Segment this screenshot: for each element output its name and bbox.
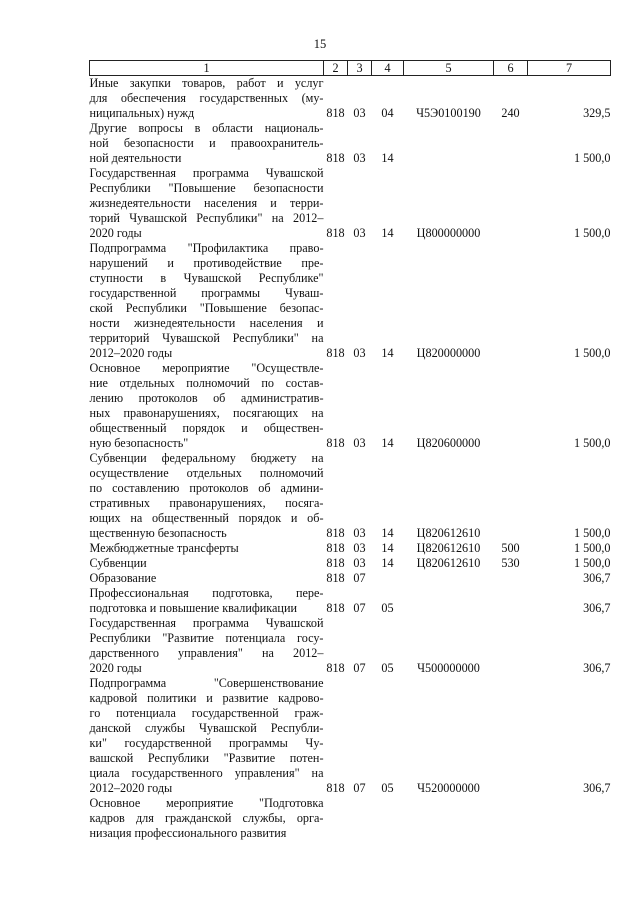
target-article-cell: Ч520000000 [417,781,480,795]
item-name-line: щественную безопасность [89,526,227,540]
section-code-cell: 07 [353,781,366,795]
target-article-cell [404,796,494,841]
item-name-line: Государственная программа Чувашской [89,166,324,180]
item-name-line: Профессиональная подготовка, пере- [89,586,324,600]
item-name-line: данской службы Чувашской Республи- [89,721,324,735]
ministry-code-cell: 818 [326,526,345,540]
ministry-code-cell: 818 [326,601,345,615]
amount-cell: 306,7 [583,571,611,585]
item-name-line: циала государственного управления" на [89,766,324,780]
expense-type-cell [494,676,528,796]
item-name-line: ниципальных) нужд [89,106,195,120]
item-name-cell [90,241,324,361]
item-name-line: Субвенции [89,556,147,570]
item-name-line: ние отдельных полномочий по состав- [89,376,324,390]
section-code-cell: 03 [353,346,366,360]
item-name-line: Республики "Повышение безопасности [89,181,324,195]
subsection-code-cell: 14 [381,556,394,570]
item-name-cell [90,571,324,586]
amount-cell: 1 500,0 [573,226,611,240]
amount-cell: 306,7 [583,781,611,795]
subsection-code-cell [372,796,404,841]
item-name-cell [90,586,324,616]
expense-type-cell [494,166,528,241]
amount-cell: 306,7 [583,661,611,675]
table-row [90,166,611,241]
item-name-line: 2012–2020 годы [89,346,173,360]
item-name-line: 2020 годы [89,226,142,240]
target-article-cell: Ц820612610 [416,541,481,555]
item-name-cell [90,796,324,841]
item-name-line: Образование [89,571,157,585]
section-code-cell [348,796,372,841]
column-header: 5 [404,61,494,76]
ministry-code-cell: 818 [326,781,345,795]
item-name-cell [90,76,324,122]
item-name-cell [90,616,324,676]
ministry-code-cell [324,796,348,841]
subsection-code-cell: 14 [381,226,394,240]
ministry-code-cell: 818 [326,661,345,675]
item-name-line: Межбюджетные трансферты [89,541,239,555]
amount-cell: 1 500,0 [573,556,611,570]
expense-type-cell [494,451,528,541]
item-name-line: Подпрограмма "Совершенствование [89,676,324,690]
item-name-line: Основное мероприятие "Подготовка [89,796,324,810]
item-name-line: го потенциала государственной граж- [89,706,324,720]
expense-type-cell: 500 [501,541,520,555]
budget-table [89,60,611,841]
ministry-code-cell: 818 [326,346,345,360]
item-name-line: жизнедеятельности населения и терри- [89,196,324,210]
expense-type-cell [494,796,528,841]
table-body [90,76,611,842]
section-code-cell: 03 [353,541,366,555]
subsection-code-cell: 14 [381,541,394,555]
item-name-cell [90,556,324,571]
ministry-code-cell: 818 [326,151,345,165]
item-name-line: ной безопасности и правоохранитель- [89,136,324,150]
ministry-code-cell: 818 [326,436,345,450]
table-row [90,796,611,841]
ministry-code-cell: 818 [326,541,345,555]
table-row [90,616,611,676]
subsection-code-cell: 05 [381,601,394,615]
page-number: 15 [313,37,327,51]
table-row [90,571,611,586]
subsection-code-cell: 14 [381,526,394,540]
column-header: 7 [528,61,611,76]
expense-type-cell [494,616,528,676]
expense-type-cell [494,241,528,361]
ministry-code-cell: 818 [326,571,345,585]
section-code-cell: 07 [353,661,366,675]
target-article-cell [404,571,494,586]
target-article-cell: Ц820000000 [416,346,481,360]
item-name-line: 2012–2020 годы [89,781,173,795]
table-row [90,586,611,616]
amount-cell: 1 500,0 [573,151,611,165]
column-header: 1 [90,61,324,76]
ministry-code-cell: 818 [326,556,345,570]
item-name-line: подготовка и повышение квалификации [89,601,297,615]
target-article-cell: Ц820600000 [416,436,481,450]
item-name-line: лению протоколов об административ- [89,391,324,405]
subsection-code-cell: 14 [381,151,394,165]
column-header: 2 [324,61,348,76]
item-name-line: ступности в Чувашской Республике" [89,271,324,285]
table-row [90,556,611,571]
subsection-code-cell: 14 [381,436,394,450]
table-row [90,451,611,541]
item-name-line: ской Республики "Повышение безопас- [89,301,324,315]
target-article-cell: Ч500000000 [417,661,480,675]
item-name-line: ную безопасность" [89,436,189,450]
table-row [90,121,611,166]
section-code-cell: 03 [353,556,366,570]
target-article-cell: Ц800000000 [416,226,481,240]
item-name-line: низация профессионального развития [89,826,287,840]
expense-type-cell: 530 [501,556,520,570]
ministry-code-cell: 818 [326,226,345,240]
subsection-code-cell: 14 [381,346,394,360]
item-name-line: стративных правонарушениях, посяга- [89,496,324,510]
section-code-cell: 03 [353,526,366,540]
table-row [90,361,611,451]
item-name-line: Основное мероприятие "Осуществле- [89,361,324,375]
item-name-line: общественный порядок и обществен- [89,421,324,435]
amount-cell: 1 500,0 [573,526,611,540]
expense-type-cell [494,361,528,451]
item-name-line: ных правонарушениях, посягающих на [89,406,324,420]
item-name-line: Республики "Развитие потенциала госу- [89,631,324,645]
target-article-cell [404,121,494,166]
amount-cell: 1 500,0 [573,346,611,360]
subsection-code-cell: 04 [381,106,394,120]
table-row [90,241,611,361]
table-row [90,676,611,796]
section-code-cell: 03 [353,106,366,120]
item-name-line: ющих на общественный порядок и об- [89,511,324,525]
item-name-line: по составлению протоколов об админи- [89,481,324,495]
table-row [90,76,611,122]
section-code-cell: 03 [353,436,366,450]
item-name-line: территорий Чувашской Республики" на [89,331,324,345]
item-name-cell [90,166,324,241]
expense-type-cell [494,121,528,166]
item-name-cell [90,451,324,541]
amount-cell: 329,5 [583,106,611,120]
section-code-cell: 07 [353,571,366,585]
item-name-line: ности жизнедеятельности населения и [89,316,324,330]
item-name-cell [90,361,324,451]
item-name-line: Государственная программа Чувашской [89,616,324,630]
target-article-cell: Ч5Э0100190 [416,106,481,120]
column-header: 4 [372,61,404,76]
item-name-cell [90,676,324,796]
item-name-line: осуществление отдельных полномочий [89,466,324,480]
table-row [90,541,611,556]
expense-type-cell: 240 [501,106,520,120]
item-name-line: Иные закупки товаров, работ и услуг [89,76,324,90]
item-name-line: вашской Республики "Развитие потен- [89,751,324,765]
expense-type-cell [494,571,528,586]
item-name-line: дарственного управления" на 2012– [89,646,324,660]
table-header-row [90,61,611,76]
section-code-cell: 03 [353,151,366,165]
amount-cell: 1 500,0 [573,541,611,555]
column-header: 3 [348,61,372,76]
target-article-cell [404,586,494,616]
amount-cell [528,796,611,841]
item-name-line: Другие вопросы в области националь- [89,121,324,135]
item-name-line: Субвенции федеральному бюджету на [89,451,324,465]
item-name-cell [90,121,324,166]
item-name-line: Подпрограмма "Профилактика право- [89,241,324,255]
item-name-line: нарушений и противодействие пре- [89,256,324,270]
item-name-line: для обеспечения государственных (му- [89,91,324,105]
item-name-cell [90,541,324,556]
item-name-line: кадровой политики и развитие кадрово- [89,691,324,705]
target-article-cell: Ц820612610 [416,556,481,570]
section-code-cell: 03 [353,226,366,240]
item-name-line: 2020 годы [89,661,142,675]
expense-type-cell [494,586,528,616]
target-article-cell: Ц820612610 [416,526,481,540]
item-name-line: ной деятельности [89,151,182,165]
column-header: 6 [494,61,528,76]
amount-cell: 1 500,0 [573,436,611,450]
item-name-line: торий Чувашской Республики" на 2012– [89,211,324,225]
amount-cell: 306,7 [583,601,611,615]
item-name-line: кадров для гражданской службы, орга- [89,811,324,825]
section-code-cell: 07 [353,601,366,615]
subsection-code-cell: 05 [381,781,394,795]
subsection-code-cell [372,571,404,586]
ministry-code-cell: 818 [326,106,345,120]
item-name-line: государственной программы Чуваш- [89,286,324,300]
item-name-line: ки" государственной программы Чу- [89,736,324,750]
subsection-code-cell: 05 [381,661,394,675]
